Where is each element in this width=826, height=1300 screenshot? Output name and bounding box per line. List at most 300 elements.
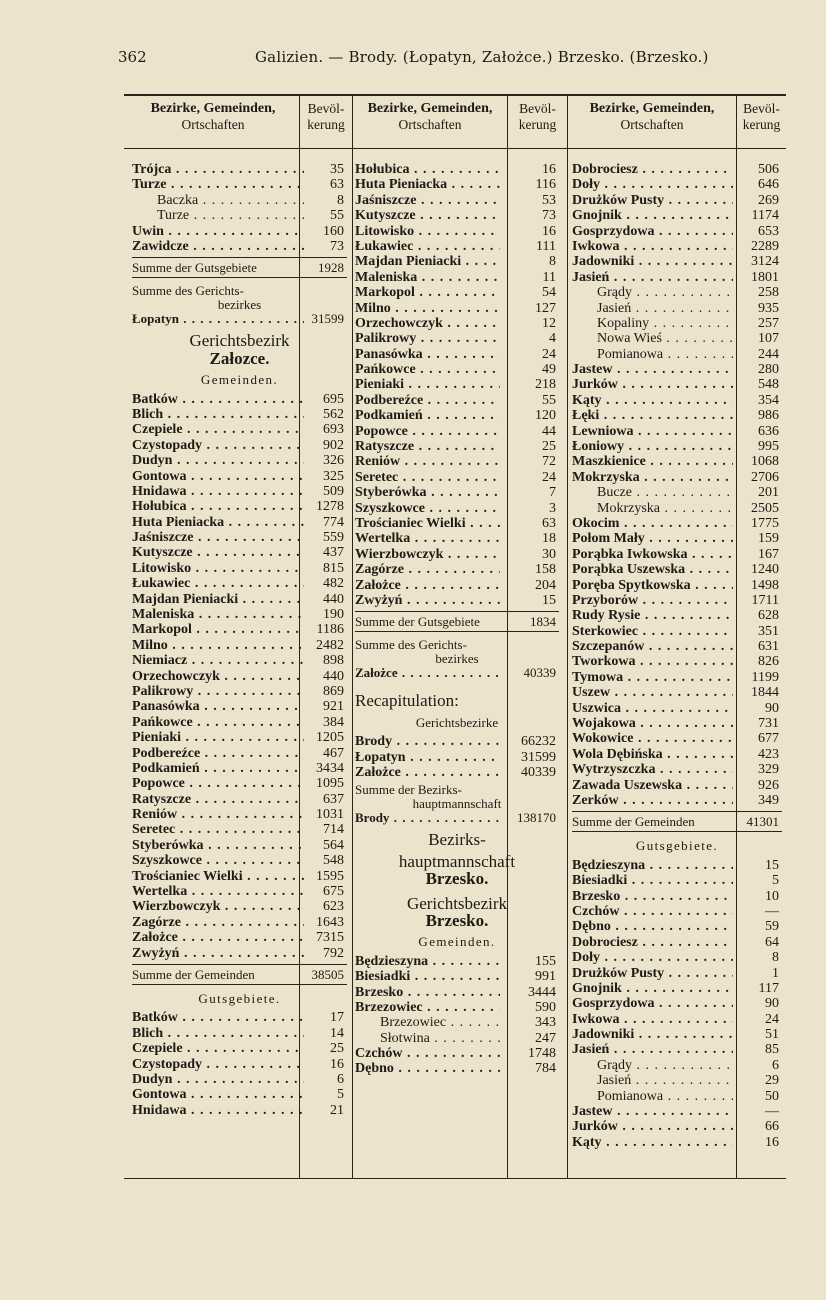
sub-entry-row <box>572 1058 782 1073</box>
sum-value: 1834 <box>530 614 556 630</box>
place-name: Tymowa . . . <box>572 670 733 685</box>
entry-row <box>132 638 347 653</box>
sub-entry-row <box>572 316 782 331</box>
district-total <box>355 635 559 681</box>
entry-row <box>572 1135 782 1150</box>
place-name: Założce . . . <box>355 666 500 680</box>
place-name: Drużków Pusty . . . <box>572 966 733 981</box>
section-heading: Gemeinden. <box>200 372 279 388</box>
entry-row <box>355 239 559 254</box>
population-value: 63 <box>542 515 556 531</box>
population-value: 714 <box>323 822 344 838</box>
place-name: Czepiele . . . <box>132 1041 304 1056</box>
section-heading: hauptmannschaft <box>398 851 516 871</box>
place-name: Turze . . . <box>132 208 304 223</box>
population-value: 1498 <box>751 577 779 593</box>
population-value: 15 <box>542 592 556 608</box>
entry-row <box>355 439 559 454</box>
population-value: 66232 <box>521 734 556 750</box>
district-total-value: 31599 <box>311 311 344 327</box>
place-name: Dobrociesz . . . <box>572 935 733 950</box>
place-name: Połom Mały . . . <box>572 531 733 546</box>
place-name: Popowce . . . <box>355 424 500 439</box>
population-value: 107 <box>758 331 779 347</box>
header-pop-2 <box>508 101 567 133</box>
population-value: 693 <box>323 422 344 438</box>
place-name: Dębno . . . <box>572 919 733 934</box>
entry-row <box>572 701 782 716</box>
place-name: Biesiadki . . . <box>355 969 500 984</box>
population-value: 1031 <box>316 807 344 823</box>
place-name: Brody . . . <box>355 811 500 825</box>
population-value: 30 <box>542 546 556 562</box>
place-name: Słotwina . . . <box>355 1031 500 1046</box>
place-name: Jaśniszcze . . . <box>132 530 304 545</box>
place-name: Huta Pieniacka . . . <box>132 515 304 530</box>
place-name: Jurków . . . <box>572 377 733 392</box>
population-value: 24 <box>542 469 556 485</box>
entry-row <box>355 254 559 269</box>
entry-row <box>132 1041 347 1056</box>
sub-entry-row <box>572 1073 782 1088</box>
entry-row <box>572 731 782 746</box>
place-name: Reniów . . . <box>132 807 304 822</box>
place-name: Jastew . . . <box>572 1104 733 1119</box>
population-value: 18 <box>542 531 556 547</box>
population-value: 898 <box>323 653 344 669</box>
column-1 <box>132 162 347 1118</box>
place-name: Markopol . . . <box>355 285 500 300</box>
population-value: 218 <box>535 377 556 393</box>
population-value: 343 <box>535 1015 556 1031</box>
population-value: 40339 <box>521 764 556 780</box>
entry-row <box>132 807 347 822</box>
place-name: Brzezowiec . . . <box>355 1000 500 1015</box>
entry-row <box>572 439 782 454</box>
place-name: Bucze . . . <box>572 485 733 500</box>
population-value: 1643 <box>316 914 344 930</box>
place-name: Kąty . . . <box>572 393 733 408</box>
place-name: Pomianowa . . . <box>572 1089 733 1104</box>
entry-row <box>132 1057 347 1072</box>
place-name: Czystopady . . . <box>132 438 304 453</box>
entry-row <box>355 377 559 392</box>
header-pop-line1: Bevöl- <box>307 101 345 116</box>
population-value: 90 <box>765 700 779 716</box>
place-name: Trościaniec Wielki . . . <box>132 869 304 884</box>
population-value: 1748 <box>528 1046 556 1062</box>
header-pop-line2: kerung <box>742 117 781 132</box>
sub-entry-row <box>132 208 347 223</box>
entry-row <box>132 453 347 468</box>
sub-entry-row <box>572 285 782 300</box>
section-heading: Gutsgebiete. <box>635 838 719 854</box>
district-total-row <box>132 312 347 326</box>
place-name: Kutyszcze . . . <box>355 208 500 223</box>
sub-entry-row <box>355 1015 559 1030</box>
entry-row <box>572 408 782 423</box>
entry-row <box>132 545 347 560</box>
entry-row <box>572 1012 782 1027</box>
population-value: 935 <box>758 300 779 316</box>
entry-row <box>132 1072 347 1087</box>
place-name: Pomianowa . . . <box>572 347 733 362</box>
population-value: 73 <box>542 208 556 224</box>
entry-row <box>572 516 782 531</box>
entry-row <box>572 670 782 685</box>
place-name: Drużków Pusty . . . <box>572 193 733 208</box>
entry-row <box>132 776 347 791</box>
population-value: 509 <box>323 483 344 499</box>
population-value: 258 <box>758 285 779 301</box>
population-value: 257 <box>758 315 779 331</box>
entry-row <box>355 1061 559 1076</box>
sub-entry-row <box>572 1089 782 1104</box>
sub-entry-row <box>355 1031 559 1046</box>
header-pop-line2: kerung <box>518 117 557 132</box>
population-value: 49 <box>542 362 556 378</box>
place-name: Maleniska . . . <box>132 607 304 622</box>
place-name: Czchów . . . <box>572 904 733 919</box>
entry-row <box>572 208 782 223</box>
entry-row <box>572 270 782 285</box>
place-name: Batków . . . <box>132 392 304 407</box>
sum-label: Summe der Gemeinden <box>572 814 695 830</box>
entry-row <box>132 761 347 776</box>
entry-row <box>572 424 782 439</box>
population-value: 921 <box>323 699 344 715</box>
place-name: Panasówka . . . <box>355 347 500 362</box>
entry-row <box>355 765 559 780</box>
section-heading: Brzesko. <box>425 869 489 889</box>
population-value: 24 <box>765 1011 779 1027</box>
entry-row <box>355 734 559 749</box>
population-value: 384 <box>323 714 344 730</box>
district-total-label: Summe des Gerichts- <box>132 283 244 299</box>
place-name: Brody . . . <box>355 734 500 749</box>
entry-row <box>572 377 782 392</box>
column-2 <box>355 162 559 1077</box>
place-name: Założce . . . <box>355 578 500 593</box>
entry-row <box>132 653 347 668</box>
entry-row <box>132 622 347 637</box>
population-value: 25 <box>330 1041 344 1057</box>
entry-row <box>355 193 559 208</box>
place-name: Batków . . . <box>132 1010 304 1025</box>
population-value: 1174 <box>751 208 779 224</box>
population-value: 50 <box>765 1088 779 1104</box>
population-value: 6 <box>772 1057 779 1073</box>
place-name: Biesiadki . . . <box>572 873 733 888</box>
population-value: 354 <box>758 392 779 408</box>
entry-row <box>355 285 559 300</box>
entry-row <box>132 669 347 684</box>
population-value: 116 <box>535 177 556 193</box>
sum-row <box>132 964 347 985</box>
entry-row <box>572 858 782 873</box>
entry-row <box>572 655 782 670</box>
population-value: 55 <box>330 208 344 224</box>
population-value: 631 <box>758 639 779 655</box>
place-name: Dębno . . . <box>355 1061 500 1076</box>
place-name: Maszkienice . . . <box>572 454 733 469</box>
column-rule <box>352 96 353 1178</box>
population-value: 1186 <box>316 622 344 638</box>
district-total-label: Summe des Gerichts- <box>355 637 467 653</box>
sub-entry-row <box>572 301 782 316</box>
population-value: 117 <box>758 980 779 996</box>
entry-row <box>572 904 782 919</box>
entry-row <box>132 239 347 254</box>
place-name: Palikrowy . . . <box>132 684 304 699</box>
entry-row <box>132 715 347 730</box>
population-value: 623 <box>323 899 344 915</box>
population-value: 8 <box>549 254 556 270</box>
sub-entry-row <box>572 331 782 346</box>
population-value: 637 <box>323 791 344 807</box>
population-value: 44 <box>542 423 556 439</box>
place-name: Zagórze . . . <box>132 915 304 930</box>
population-value: 167 <box>758 546 779 562</box>
entry-row <box>132 392 347 407</box>
population-value: 562 <box>323 406 344 422</box>
population-value: 31599 <box>521 749 556 765</box>
place-name: Szyszkowce . . . <box>355 501 500 516</box>
place-name: Hnidawa . . . <box>132 1103 304 1118</box>
population-value: 1595 <box>316 868 344 884</box>
population-value: 12 <box>542 315 556 331</box>
entry-row <box>355 1000 559 1015</box>
place-name: Doły . . . <box>572 177 733 192</box>
place-name: Seretec . . . <box>132 822 304 837</box>
place-name: Dobrociesz . . . <box>572 162 733 177</box>
section-heading: Gutsgebiete. <box>198 991 281 1007</box>
section-heading: Gemeinden. <box>418 934 496 950</box>
entry-row <box>355 301 559 316</box>
place-name: Baczka . . . <box>132 193 304 208</box>
place-name: Milno . . . <box>355 301 500 316</box>
sum-value: 1928 <box>318 260 344 276</box>
population-value: 653 <box>758 223 779 239</box>
population-value: 204 <box>535 577 556 593</box>
population-value: 1775 <box>751 515 779 531</box>
place-name: Kopaliny . . . <box>572 316 733 331</box>
place-name: Dudyn . . . <box>132 1072 304 1087</box>
sum-value: 38505 <box>311 966 344 982</box>
entry-row <box>572 1104 782 1119</box>
population-value: 59 <box>765 919 779 935</box>
population-value: 986 <box>758 408 779 424</box>
population-value: 16 <box>765 1134 779 1150</box>
entry-row <box>572 996 782 1011</box>
place-name: Trójca . . . <box>132 162 304 177</box>
header-names-1 <box>128 101 298 133</box>
place-name: Doły . . . <box>572 950 733 965</box>
header-names-2 <box>353 101 507 133</box>
population-value: 559 <box>323 530 344 546</box>
population-value: 85 <box>765 1042 779 1058</box>
entry-row <box>132 484 347 499</box>
place-name: Litowisko . . . <box>132 561 304 576</box>
population-value: 25 <box>542 439 556 455</box>
population-value: 1278 <box>316 499 344 515</box>
place-name: Wojakowa . . . <box>572 716 733 731</box>
entry-row <box>572 254 782 269</box>
district-total-value: 138170 <box>517 810 556 826</box>
place-name: Wertelka . . . <box>132 884 304 899</box>
entry-row <box>572 239 782 254</box>
entry-row <box>355 562 559 577</box>
entry-row <box>572 470 782 485</box>
population-value: 16 <box>542 161 556 177</box>
column-3 <box>572 162 782 1150</box>
entry-row <box>132 438 347 453</box>
section-heading: Recapitulation: <box>355 691 459 711</box>
place-name: Gnojnik . . . <box>572 208 733 223</box>
entry-row <box>572 873 782 888</box>
entry-row <box>355 516 559 531</box>
sum-label: Summe der Gemeinden <box>132 966 255 982</box>
entry-row <box>572 177 782 192</box>
place-name: Majdan Pieniacki . . . <box>355 254 500 269</box>
entry-row <box>572 531 782 546</box>
place-name: Gosprzydowa . . . <box>572 996 733 1011</box>
district-total-value: 40339 <box>523 665 556 681</box>
place-name: Założce . . . <box>355 765 500 780</box>
header-names-3 <box>568 101 736 133</box>
place-name: Styberówka . . . <box>355 485 500 500</box>
entry-row <box>572 747 782 762</box>
header-pop-line1: Bevöl- <box>519 101 556 116</box>
entry-row <box>572 919 782 934</box>
district-total-label: bezirkes <box>435 651 479 667</box>
population-value: 16 <box>542 223 556 239</box>
population-value: 815 <box>323 560 344 576</box>
entry-row <box>572 1119 782 1134</box>
entry-row <box>572 1027 782 1042</box>
population-value: 35 <box>330 161 344 177</box>
population-value: 63 <box>330 177 344 193</box>
entry-row <box>132 684 347 699</box>
place-name: Ratyszcze . . . <box>355 439 500 454</box>
population-value: 14 <box>330 1025 344 1041</box>
entry-row <box>355 393 559 408</box>
place-name: Jadowniki . . . <box>572 1027 733 1042</box>
place-name: Będzieszyna . . . <box>572 858 733 873</box>
population-value: 548 <box>758 377 779 393</box>
population-value: 53 <box>542 192 556 208</box>
entry-row <box>132 946 347 961</box>
entry-row <box>355 750 559 765</box>
place-name: Przyborów . . . <box>572 593 733 608</box>
population-value: 437 <box>323 545 344 561</box>
population-value: 24 <box>542 346 556 362</box>
population-value: 10 <box>765 888 779 904</box>
place-name: Ratyszcze . . . <box>132 792 304 807</box>
place-name: Zagórze . . . <box>355 562 500 577</box>
population-value: 731 <box>758 716 779 732</box>
place-name: Szyszkowce . . . <box>132 853 304 868</box>
header-name-title: Bezirke, Gemeinden, <box>150 101 276 116</box>
population-value: 826 <box>758 654 779 670</box>
entry-row <box>132 607 347 622</box>
population-value: 548 <box>323 853 344 869</box>
entry-row <box>572 1043 782 1058</box>
population-value: 51 <box>765 1027 779 1043</box>
place-name: Gontowa . . . <box>132 1087 304 1102</box>
entry-row <box>572 950 782 965</box>
entry-row <box>132 515 347 530</box>
entry-row <box>132 1010 347 1025</box>
place-name: Hołubica . . . <box>132 499 304 514</box>
entry-row <box>355 531 559 546</box>
population-value: 2482 <box>316 637 344 653</box>
place-name: Poręba Spytkowska . . . <box>572 578 733 593</box>
population-value: 158 <box>535 562 556 578</box>
sub-entry-row <box>132 193 347 208</box>
place-name: Okocim . . . <box>572 516 733 531</box>
entry-row <box>132 224 347 239</box>
entry-row <box>132 792 347 807</box>
population-value: 5 <box>772 873 779 889</box>
population-value: 120 <box>535 408 556 424</box>
place-name: Blich . . . <box>132 1026 304 1041</box>
population-value: 1844 <box>751 685 779 701</box>
population-value: 247 <box>535 1030 556 1046</box>
population-value: 349 <box>758 793 779 808</box>
population-value: 467 <box>323 745 344 761</box>
entry-row <box>355 969 559 984</box>
header-name-title: Bezirke, Gemeinden, <box>589 101 715 116</box>
place-name: Łukawiec . . . <box>355 239 500 254</box>
population-value: 269 <box>758 192 779 208</box>
population-value: 1205 <box>316 730 344 746</box>
population-value: 5 <box>337 1087 344 1103</box>
place-name: Podbereźce . . . <box>132 746 304 761</box>
place-name: Majdan Pieniacki . . . <box>132 592 304 607</box>
place-name: Pańkowce . . . <box>132 715 304 730</box>
header-name-subtitle: Ortschaften <box>181 117 245 132</box>
population-value: 16 <box>330 1056 344 1072</box>
population-value: 3434 <box>316 760 344 776</box>
population-value: 160 <box>323 223 344 239</box>
place-name: Jadowniki . . . <box>572 254 733 269</box>
population-value: 774 <box>323 514 344 530</box>
entry-row <box>132 469 347 484</box>
district-total-label: bezirkes <box>217 297 262 313</box>
entry-row <box>355 454 559 469</box>
entry-row <box>355 547 559 562</box>
place-name: Zawidcze . . . <box>132 239 304 254</box>
place-name: Łęki . . . <box>572 408 733 423</box>
sum-row <box>355 611 559 632</box>
population-value: 1 <box>772 965 779 981</box>
population-value: 64 <box>765 934 779 950</box>
entry-row <box>572 935 782 950</box>
population-value: 440 <box>323 668 344 684</box>
population-value: 55 <box>542 392 556 408</box>
place-name: Mokrzyska . . . <box>572 470 733 485</box>
place-name: Uwin . . . <box>132 224 304 239</box>
place-name: Wierzbowczyk . . . <box>355 547 500 562</box>
population-value: 784 <box>535 1061 556 1077</box>
population-value: 1199 <box>751 669 779 685</box>
place-name: Kutyszcze . . . <box>132 545 304 560</box>
population-value: 72 <box>542 454 556 470</box>
population-value: 1240 <box>751 562 779 578</box>
header-name-title: Bezirke, Gemeinden, <box>367 101 493 116</box>
entry-row <box>355 331 559 346</box>
